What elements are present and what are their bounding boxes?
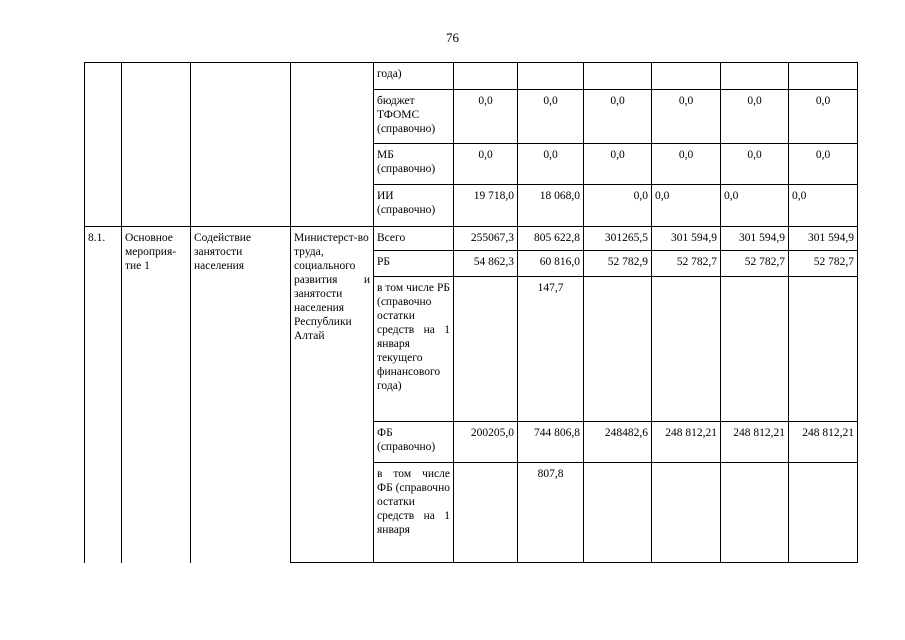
value-cell-empty: [454, 463, 518, 563]
value-cell: 19 718,0: [454, 185, 518, 227]
value-cell-empty: [518, 63, 584, 90]
value-cell-empty: [789, 63, 858, 90]
value-cell: 0,0: [584, 185, 652, 227]
value-cell-empty: [454, 63, 518, 90]
value-cell: 52 782,7: [789, 251, 858, 277]
name-cell-empty: [191, 63, 291, 227]
value-cell: 18 068,0: [518, 185, 584, 227]
value-cell: 805 622,8: [518, 227, 584, 251]
value-cell: 60 816,0: [518, 251, 584, 277]
type-cell-empty: [122, 63, 191, 227]
value-cell-empty: [584, 277, 652, 422]
measure-type: Основное мероприя-тие 1: [122, 227, 191, 563]
value-cell-empty: [721, 63, 789, 90]
value-cell: 301 594,9: [652, 227, 721, 251]
value-cell-empty: [721, 463, 789, 563]
value-cell: 0,0: [721, 144, 789, 185]
value-cell-empty: [652, 277, 721, 422]
source-cell: РБ: [374, 251, 454, 277]
value-cell: 147,7: [518, 277, 584, 422]
measure-number: 8.1.: [85, 227, 122, 563]
value-cell: 0,0: [789, 185, 858, 227]
value-cell: 0,0: [584, 90, 652, 144]
measure-name: Содействие занятости населения: [191, 227, 291, 563]
source-cell: бюджет ТФОМС (справочно): [374, 90, 454, 144]
value-cell: 0,0: [518, 144, 584, 185]
value-cell: 0,0: [454, 90, 518, 144]
value-cell: 0,0: [721, 185, 789, 227]
value-cell: 0,0: [789, 144, 858, 185]
value-cell: 301 594,9: [721, 227, 789, 251]
table-row: [85, 63, 858, 90]
source-cell: МБ (справочно): [374, 144, 454, 185]
value-cell: 248 812,21: [652, 422, 721, 463]
executor-cell-empty: [291, 63, 374, 227]
source-cell: ФБ (справочно): [374, 422, 454, 463]
value-cell-empty: [789, 463, 858, 563]
value-cell: 0,0: [721, 90, 789, 144]
source-cell: Всего: [374, 227, 454, 251]
value-cell: 0,0: [789, 90, 858, 144]
source-cell: в том числе РБ (справочно остатки средств на 1 января текущего финансового года): [374, 277, 454, 422]
value-cell: 248482,6: [584, 422, 652, 463]
value-cell: 301265,5: [584, 227, 652, 251]
value-cell: 0,0: [584, 144, 652, 185]
value-cell: 0,0: [454, 144, 518, 185]
measure-executor: Министерст-во труда, социального развития и занятости населения Республики Алтай: [291, 227, 374, 563]
value-cell-empty: [652, 63, 721, 90]
value-cell: 248 812,21: [721, 422, 789, 463]
source-cell: года): [374, 63, 454, 90]
value-cell: 248 812,21: [789, 422, 858, 463]
value-cell: 301 594,9: [789, 227, 858, 251]
value-cell-empty: [652, 463, 721, 563]
table-row: [85, 227, 858, 251]
value-cell: 200205,0: [454, 422, 518, 463]
value-cell-empty: [721, 277, 789, 422]
value-cell-empty: [454, 277, 518, 422]
value-cell: 52 782,7: [721, 251, 789, 277]
budget-table: [84, 62, 858, 563]
value-cell: 0,0: [518, 90, 584, 144]
source-cell: ИИ (справочно): [374, 185, 454, 227]
value-cell: 744 806,8: [518, 422, 584, 463]
value-cell: 255067,3: [454, 227, 518, 251]
value-cell-empty: [584, 463, 652, 563]
value-cell-empty: [584, 63, 652, 90]
value-cell: 0,0: [652, 144, 721, 185]
value-cell: 807,8: [518, 463, 584, 563]
value-cell: 52 782,9: [584, 251, 652, 277]
value-cell: 52 782,7: [652, 251, 721, 277]
value-cell: 54 862,3: [454, 251, 518, 277]
page-number: 76: [446, 30, 459, 45]
value-cell: 0,0: [652, 90, 721, 144]
number-cell-empty: [85, 63, 122, 227]
value-cell-empty: [789, 277, 858, 422]
source-cell: в том числе ФБ (справочно остатки средств на 1 января: [374, 463, 454, 563]
value-cell: 0,0: [652, 185, 721, 227]
